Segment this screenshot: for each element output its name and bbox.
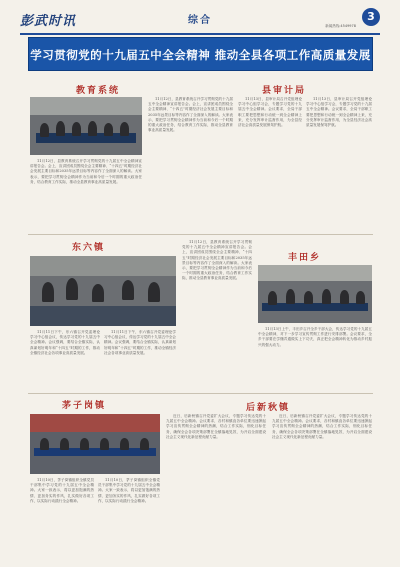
education-article-continued-text: 11月12日，县教育系统召开学习贯彻党的十九届五中全会精神宣讲报告会。会上，宣讲团成员围绕全会主要精神、“十四五”时期经济社会发展主要目标和2035年远景目标等内容作了全面深入的解读。大家表示，要把学习贯彻全会精神作为当前和今后一个时期的重大政治任务，结合教育工作实际，推动全县教育事业高质量发展。 (148, 97, 233, 133)
section-divider-lower (28, 393, 373, 394)
headline-banner (28, 37, 373, 71)
houqiu-article (166, 414, 266, 558)
center-column-text (182, 240, 252, 388)
masthead-meta: 新闻热线:4549978 (325, 24, 356, 28)
education-article-continued (148, 97, 233, 229)
section-title-dongliu: 东六镇 (72, 243, 106, 253)
maozi-article-text: 11月10日，茅子岗镇组织全镇党员干部集中学习党的十九届五中全会精神。大家一致表示，将以更加饱满的热情、更加务实的作风，扎实做好各项工作，以实际行动践行全会精神。 (30, 478, 94, 503)
banner-headline: 学习贯彻党的十九届五中全会精神 推动全县各项工作高质量发展 (30, 48, 371, 62)
section-title-education: 教育系统 (76, 86, 121, 96)
houqiu-article-continued (272, 414, 372, 558)
section-divider (28, 234, 373, 235)
education-article-text: 11月12日，县教育系统召开学习贯彻党的十九届五中全会精神宣讲报告会。会上，宣讲团成员围绕全会主要精神、“十四五”时期经济社会发展主要目标和2035年远景目标等内容作了全面深入的解读。大家表示，要把学习贯彻全会精神作为当前和今后一个时期的重大政治任务，结合教育工作实际，推动全县教育事业高质量发展。 (30, 159, 142, 184)
section-title-houqiu: 后新秋镇 (246, 403, 291, 413)
dongliu-article-text: 11月11日下午，东六镇召开党委理论学习中心组会议，传达学习党的十九届五中全会精神。会议强调，要结合全镇实际，认真谋划好明年和“十四五”时期的工作，推动全镇经济社会各项事业高质量发展。 (30, 330, 100, 355)
fengtian-photo (258, 265, 372, 323)
section-title-maozi: 茅子岗镇 (62, 401, 107, 411)
audit-article-continued (306, 97, 372, 229)
houqiu-article-continued-text: 近日，后新秋镇召开党委扩大会议，专题学习传达党的十九届五中全会精神。会议要求，各村和镇直各单位要迅速掀起学习宣传贯彻全会精神的热潮，结合工作实际，细化目标任务，确保全会各项决策部署在全镇落地见效，为开启全面建设社会主义现代化新征程贡献力量。 (272, 414, 372, 439)
maozi-article (30, 478, 94, 558)
audit-article-continued-text: 11月13日，县审计局召开党组理论学习中心组学习会，专题学习党的十九届五中全会精神。会议要求，全局干部职工要把思想和行动统一到全会精神上来，充分发挥审计监督作用，为全县经济社会高质量发展保驾护航。 (306, 97, 372, 128)
maozi-article-continued-text: 11月10日，茅子岗镇组织全镇党员干部集中学习党的十九届五中全会精神。大家一致表示，将以更加饱满的热情、更加务实的作风，扎实做好各项工作，以实际行动践行全会精神。 (98, 478, 160, 503)
houqiu-article-text: 近日，后新秋镇召开党委扩大会议，专题学习传达党的十九届五中全会精神。会议要求，各村和镇直各单位要迅速掀起学习宣传贯彻全会精神的热潮，结合工作实际，细化目标任务，确保全会各项决策部署在全镇落地见效，为开启全面建设社会主义现代化新征程贡献力量。 (166, 414, 266, 439)
newspaper-logo: 彭武时讯 (20, 14, 77, 29)
section-title-audit: 县审计局 (262, 86, 307, 96)
fengtian-article-text: 11月13日上午，丰田乡召开全乡干部大会，传达学习党的十九届五中全会精神，对下一步学习宣传贯彻工作进行安排部署。会议要求，全乡干部要在学懂弄通做实上下功夫，真正把全会精神转化为推动乡村振兴的强大动力。 (258, 327, 372, 347)
audit-article (238, 97, 302, 229)
masthead-rule (20, 33, 380, 35)
dongliu-photo (30, 256, 176, 326)
section-name: 综合 (188, 15, 212, 26)
page-number-badge: 3 (362, 8, 380, 26)
maozi-article-continued (98, 478, 160, 558)
education-photo (30, 97, 142, 155)
center-column-paragraph: 11月12日，县教育系统召开学习贯彻党的十九届五中全会精神宣讲报告会。会上，宣讲团成员围绕全会主要精神、“十四五”时期经济社会发展主要目标和2035年远景目标等内容作了全面深入的解读。大家表示，要把学习贯彻全会精神作为当前和今后一个时期的重大政治任务，结合教育工作实际，推动全县教育事业高质量发展。 (182, 240, 252, 281)
dongliu-article (30, 330, 100, 388)
dongliu-article-continued (104, 330, 176, 388)
fengtian-article (258, 327, 372, 388)
dongliu-article-continued-text: 11月11日下午，东六镇召开党委理论学习中心组会议，传达学习党的十九届五中全会精神。会议强调，要结合全镇实际，认真谋划好明年和“十四五”时期的工作，推动全镇经济社会各项事业高质量发展。 (104, 330, 176, 355)
audit-article-text: 11月13日，县审计局召开党组理论学习中心组学习会，专题学习党的十九届五中全会精神。会议要求，全局干部职工要把思想和行动统一到全会精神上来，充分发挥审计监督作用，为全县经济社会高质量发展保驾护航。 (238, 97, 302, 128)
section-title-fengtian: 丰田乡 (288, 253, 322, 263)
masthead (20, 8, 380, 30)
maozi-photo (30, 414, 160, 474)
education-article (30, 159, 142, 229)
